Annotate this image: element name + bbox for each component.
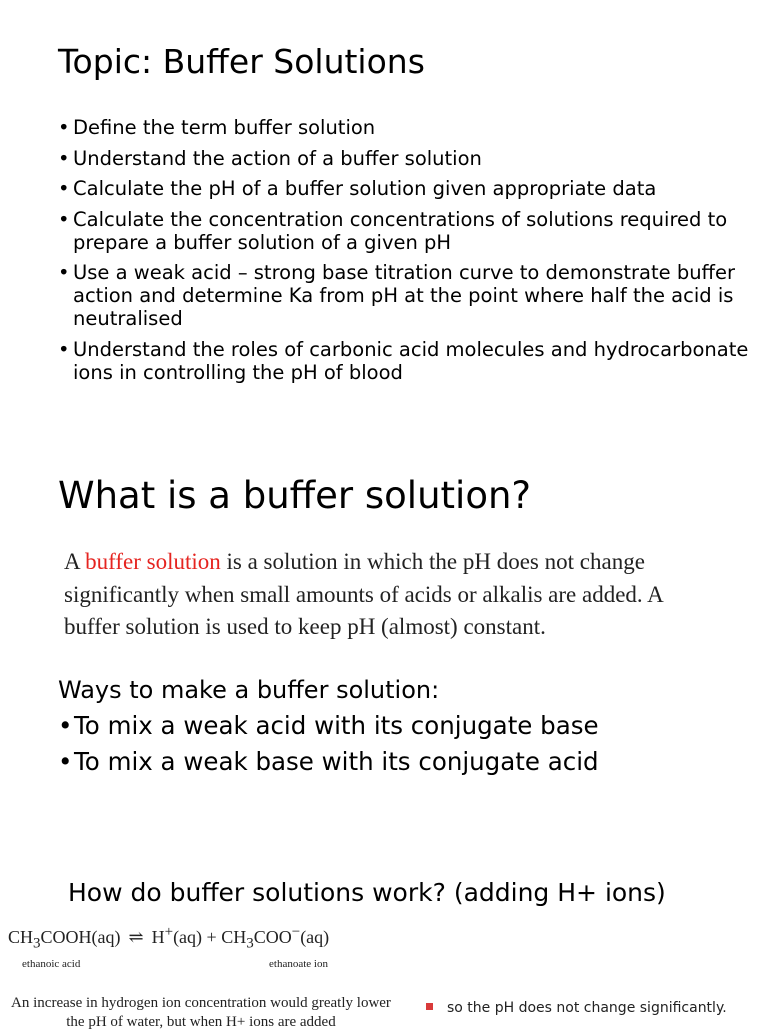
objective-item: • Define the term buffer solution <box>58 116 758 139</box>
hydrogen-ion-paragraph: An increase in hydrogen ion concentration would greatly lower the pH of water, but when H+ ions are added <box>11 995 391 1030</box>
eq-part: (aq) <box>300 927 330 947</box>
page-title: Topic: Buffer Solutions <box>58 42 425 81</box>
equilibrium-arrow-icon: ⇌ <box>128 927 144 947</box>
square-bullet-icon <box>426 1003 433 1010</box>
side-note <box>426 1000 727 1016</box>
section-heading-buffer-mechanism: How do buffer solutions work? (adding H+ ions) <box>68 878 666 907</box>
definition-term: buffer solution <box>85 549 221 574</box>
equilibrium-equation <box>8 924 329 953</box>
side-note-text: so the pH does not change significantly. <box>447 1000 727 1016</box>
eq-part: CH <box>8 927 34 947</box>
objective-item: • Understand the roles of carbonic acid molecules and hydrocarbonate ions in controlling the pH of blood <box>58 338 758 384</box>
ethanoic-acid-label: ethanoic acid <box>22 958 81 970</box>
definition-prefix: A <box>64 549 86 574</box>
objective-item: • Calculate the concentration concentrations of solutions required to prepare a buffer solution of a given pH <box>58 208 758 254</box>
way-item: • To mix a weak acid with its conjugate base <box>58 711 599 740</box>
ways-heading: Ways to make a buffer solution: <box>58 676 440 704</box>
eq-superscript: + <box>164 924 174 940</box>
eq-part: H <box>151 927 165 947</box>
eq-part: COO <box>253 927 292 947</box>
definition-body: is a solution in which the pH does not change significantly when small amounts of acids or alkalis are added. A buffer solution is used to keep pH (almost) constant. <box>64 549 663 639</box>
eq-part: (aq) + CH <box>173 927 247 947</box>
objective-item: • Understand the action of a buffer solution <box>58 147 758 170</box>
ethanoate-ion-label: ethanoate ion <box>269 958 328 970</box>
buffer-definition-text <box>64 546 674 644</box>
ways-list <box>58 711 599 782</box>
eq-subscript: 3 <box>33 935 41 952</box>
eq-subscript: 3 <box>246 935 254 952</box>
section-heading-buffer-definition: What is a buffer solution? <box>58 474 532 517</box>
way-item: • To mix a weak base with its conjugate acid <box>58 747 599 776</box>
objective-item: • Use a weak acid – strong base titration curve to demonstrate buffer action and determine Ka from pH at the point where half the acid is neutralised <box>58 261 758 330</box>
eq-superscript: − <box>291 924 301 940</box>
objective-item: • Calculate the pH of a buffer solution given appropriate data <box>58 177 758 200</box>
learning-objectives-list <box>58 116 758 391</box>
eq-part: COOH(aq) <box>40 927 121 947</box>
